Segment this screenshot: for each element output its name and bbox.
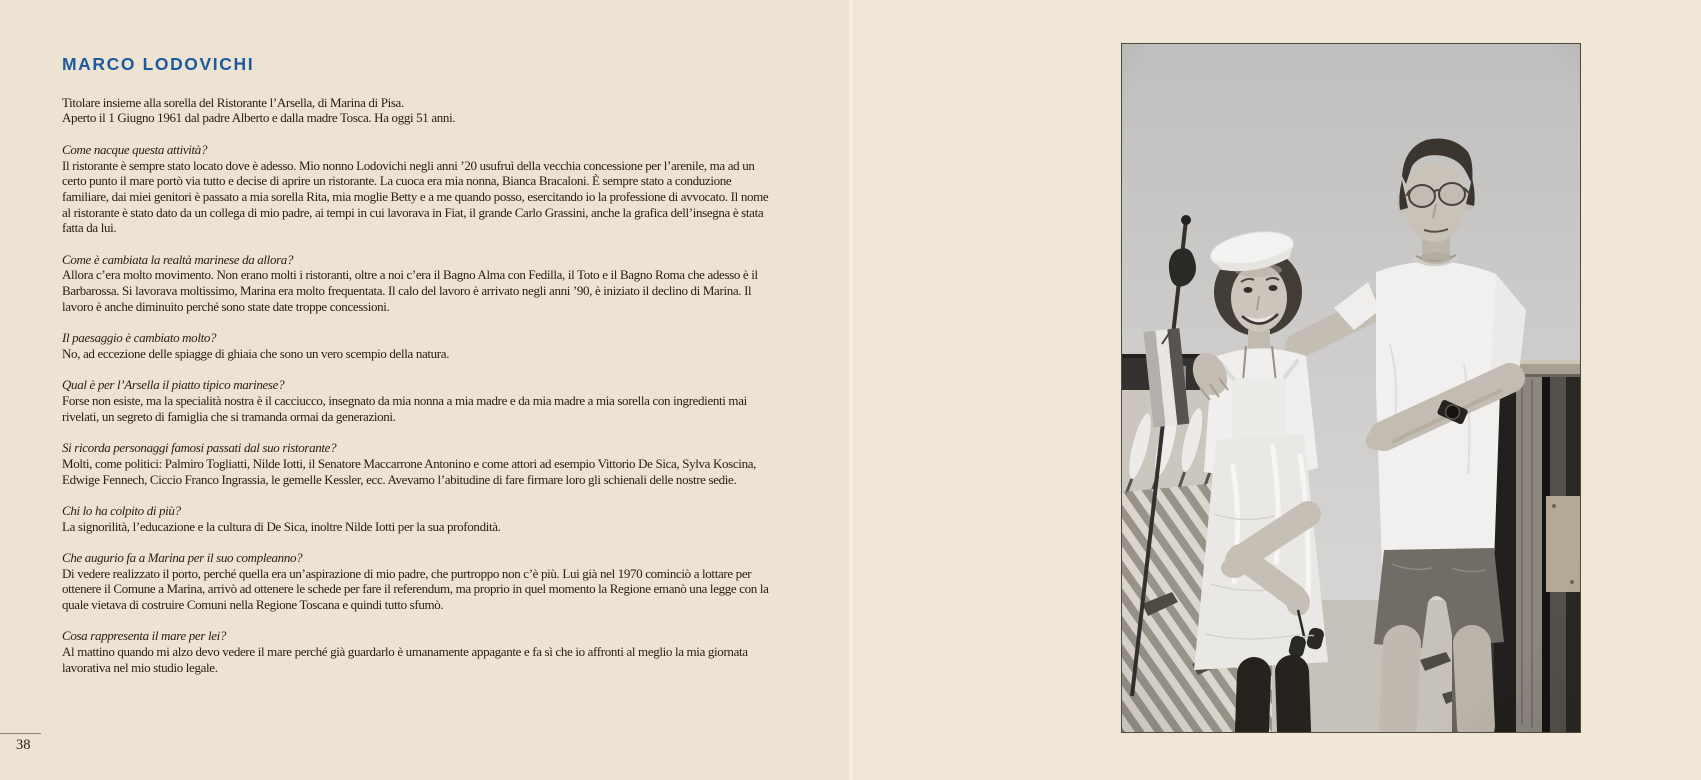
- intro-line-2: Aperto il 1 Giugno 1961 dal padre Alberto e dalla madre Tosca. Ha oggi 51 anni.: [62, 110, 456, 126]
- qa-answer: Forse non esiste, ma la specialità nostra è il cacciucco, insegnato da mia nonna a mia madre e da mia madre a mia sorella con ingredienti mai rivelati, un segreto di famiglia che si tramanda ormai da generazioni.: [62, 393, 747, 424]
- qa-question: Come è cambiata la realtà marinese da allora?: [62, 251, 294, 267]
- interview-title: MARCO LODOVICHI: [62, 54, 255, 74]
- intro-line-1: Titolare insieme alla sorella del Ristorante l’Arsella, di Marina di Pisa.: [62, 94, 404, 110]
- portrait-photo: [1121, 43, 1581, 733]
- qa-answer: Molti, come politici: Palmiro Togliatti, Nilde Iotti, il Senatore Maccarrone Antonino e come attori ad esempio Vittorio De Sica, Sylva Koscina, Edwige Fennech, Ciccio Franco Ingrassia, le gemelle Kessler, ecc. Avevamo l’abitudine di fare firmare loro gli schienali delle nostre sedie.: [62, 455, 757, 487]
- photo-illustration: [1122, 44, 1580, 732]
- photo-vignette: [1122, 44, 1580, 732]
- interview-intro: [62, 95, 770, 126]
- qa-answer: Al mattino quando mi alzo devo vedere il mare perché già guardarlo è umanamente appagante e fa sì che io affronti al meglio la mia giornata lavorativa nel mio studio legale.: [62, 644, 748, 675]
- qa-block-6: [62, 503, 770, 534]
- qa-question: Chi lo ha colpito di più?: [62, 502, 181, 518]
- qa-question: Cosa rappresenta il mare per lei?: [62, 628, 227, 644]
- qa-block-8: [62, 628, 770, 675]
- qa-block-5: [62, 440, 770, 487]
- folio-rule: [0, 733, 41, 734]
- qa-block-4: [62, 377, 770, 424]
- page-number: 38: [16, 737, 31, 753]
- qa-answer: La signorilità, l’educazione e la cultura di De Sica, inoltre Nilde Iotti per la sua profondità.: [62, 518, 501, 534]
- qa-block-7: [62, 550, 770, 613]
- qa-answer: Il ristorante è sempre stato locato dove è adesso. Mio nonno Lodovichi negli anni ’20 usufruì della vecchia concessione per l’arenile, ma ad un certo punto il mare portò via tutto e decise di aprire un ristorante. La cuoca era mia nonna, Bianca Bracaloni. È sempre stato a conduzione familiare, dai miei genitori è passato a mia sorella Rita, mia moglie Betty e a me quando posso, esercitando io la professione di avvocato. Il nome al ristorante è stato dato da un collega di mio padre, ai tempi in cui lavorava in Fiat, il grande Carlo Grassini, anche la grafica dell’insegna è stata fatta da lui.: [62, 157, 769, 236]
- qa-answer: No, ad eccezione delle spiagge di ghiaia che sono un vero scempio della natura.: [62, 345, 450, 361]
- qa-question: Si ricorda personaggi famosi passati dal suo ristorante?: [62, 440, 337, 456]
- interview-column: [62, 54, 770, 691]
- qa-block-3: [62, 330, 770, 361]
- qa-answer: Allora c’era molto movimento. Non erano molti i ristoranti, oltre a noi c’era il Bagno Alma con Fedilla, il Toto e il Bagno Roma che adesso è il Barbarossa. Si lavorava moltissimo, Marina era molto frequentata. Il calo del lavoro è arrivato negli anni ’90, è iniziato il declino di Marina. Il lavoro è anche diminuito perché sono state date troppe concessioni.: [62, 267, 758, 314]
- qa-answer: Di vedere realizzato il porto, perché quella era un’aspirazione di mio padre, che purtroppo non c’è più. Lui già nel 1970 cominciò a lottare per ottenere il Comune a Marina, arrivò ad ottenere le schede per fare il referendum, ma proprio in quel momento la Regione emanò una legge con la quale vietava di costruire Comuni nella Regione Toscana e quindi tutto sfumò.: [62, 565, 769, 613]
- page-gutter: [849, 0, 852, 780]
- qa-block-2: [62, 252, 770, 315]
- qa-question: Che augurio fa a Marina per il suo compleanno?: [62, 549, 303, 565]
- qa-question: Qual è per l’Arsella il piatto tipico marinese?: [62, 377, 285, 393]
- qa-question: Come nacque questa attività?: [62, 141, 208, 157]
- qa-question: Il paesaggio è cambiato molto?: [62, 330, 217, 346]
- qa-block-1: [62, 142, 770, 236]
